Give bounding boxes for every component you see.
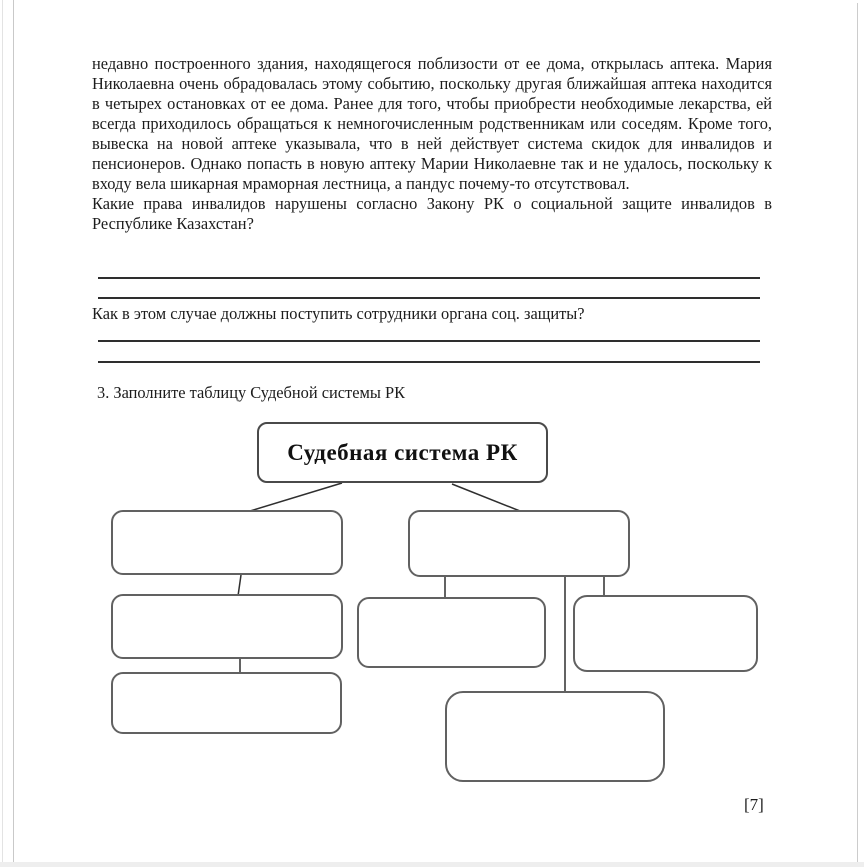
diagram-node-right-child-2	[573, 595, 758, 672]
body-paragraph: недавно построенного здания, находящегося поблизости от ее дома, открылась аптека. Мария Николаевна очень обрадовалась этому событию, поскольку другая ближайшая аптека находится в четырех остановках от ее дома. Ранее для того, чтобы приобрести необходимые лекарства, ей всегда приходилось обращаться к немногочисленным родственникам или соседям. Кроме того, вывеска на новой аптеке указывала, что в ней действует система скидок для инвалидов и пенсионеров. Однако попасть в новую аптеку Марии Николаевне так и не удалось, поскольку к входу вела шикарная мраморная лестница, а пандус почему-то отсутствовал.	[92, 54, 772, 193]
diagram-node-right-child-1	[357, 597, 546, 668]
diagram-title: Судебная система РК	[287, 439, 518, 465]
diagram-node-left-child-2	[111, 672, 342, 734]
diagram-node-branch-left	[111, 510, 343, 575]
diagram-node-right-grandchild	[445, 691, 665, 782]
question-social-protection: Как в этом случае должны поступить сотрудники органа соц. защиты?	[92, 304, 585, 323]
connector-root-to-branch-right	[452, 484, 520, 511]
diagram-node-branch-right	[408, 510, 630, 577]
task3-heading: 3. Заполните таблицу Судебной системы РК	[97, 383, 406, 402]
diagram-node-left-child-1	[111, 594, 343, 659]
connector-branch-left-to-left-child-1	[238, 575, 241, 596]
question-disability-rights: Какие права инвалидов нарушены согласно Закону РК о социальной защите инвалидов в Республике Казахстан?	[92, 194, 772, 233]
page-number: [7]	[744, 795, 764, 814]
diagram-node-root	[257, 422, 548, 483]
connector-root-to-branch-left	[250, 483, 342, 511]
